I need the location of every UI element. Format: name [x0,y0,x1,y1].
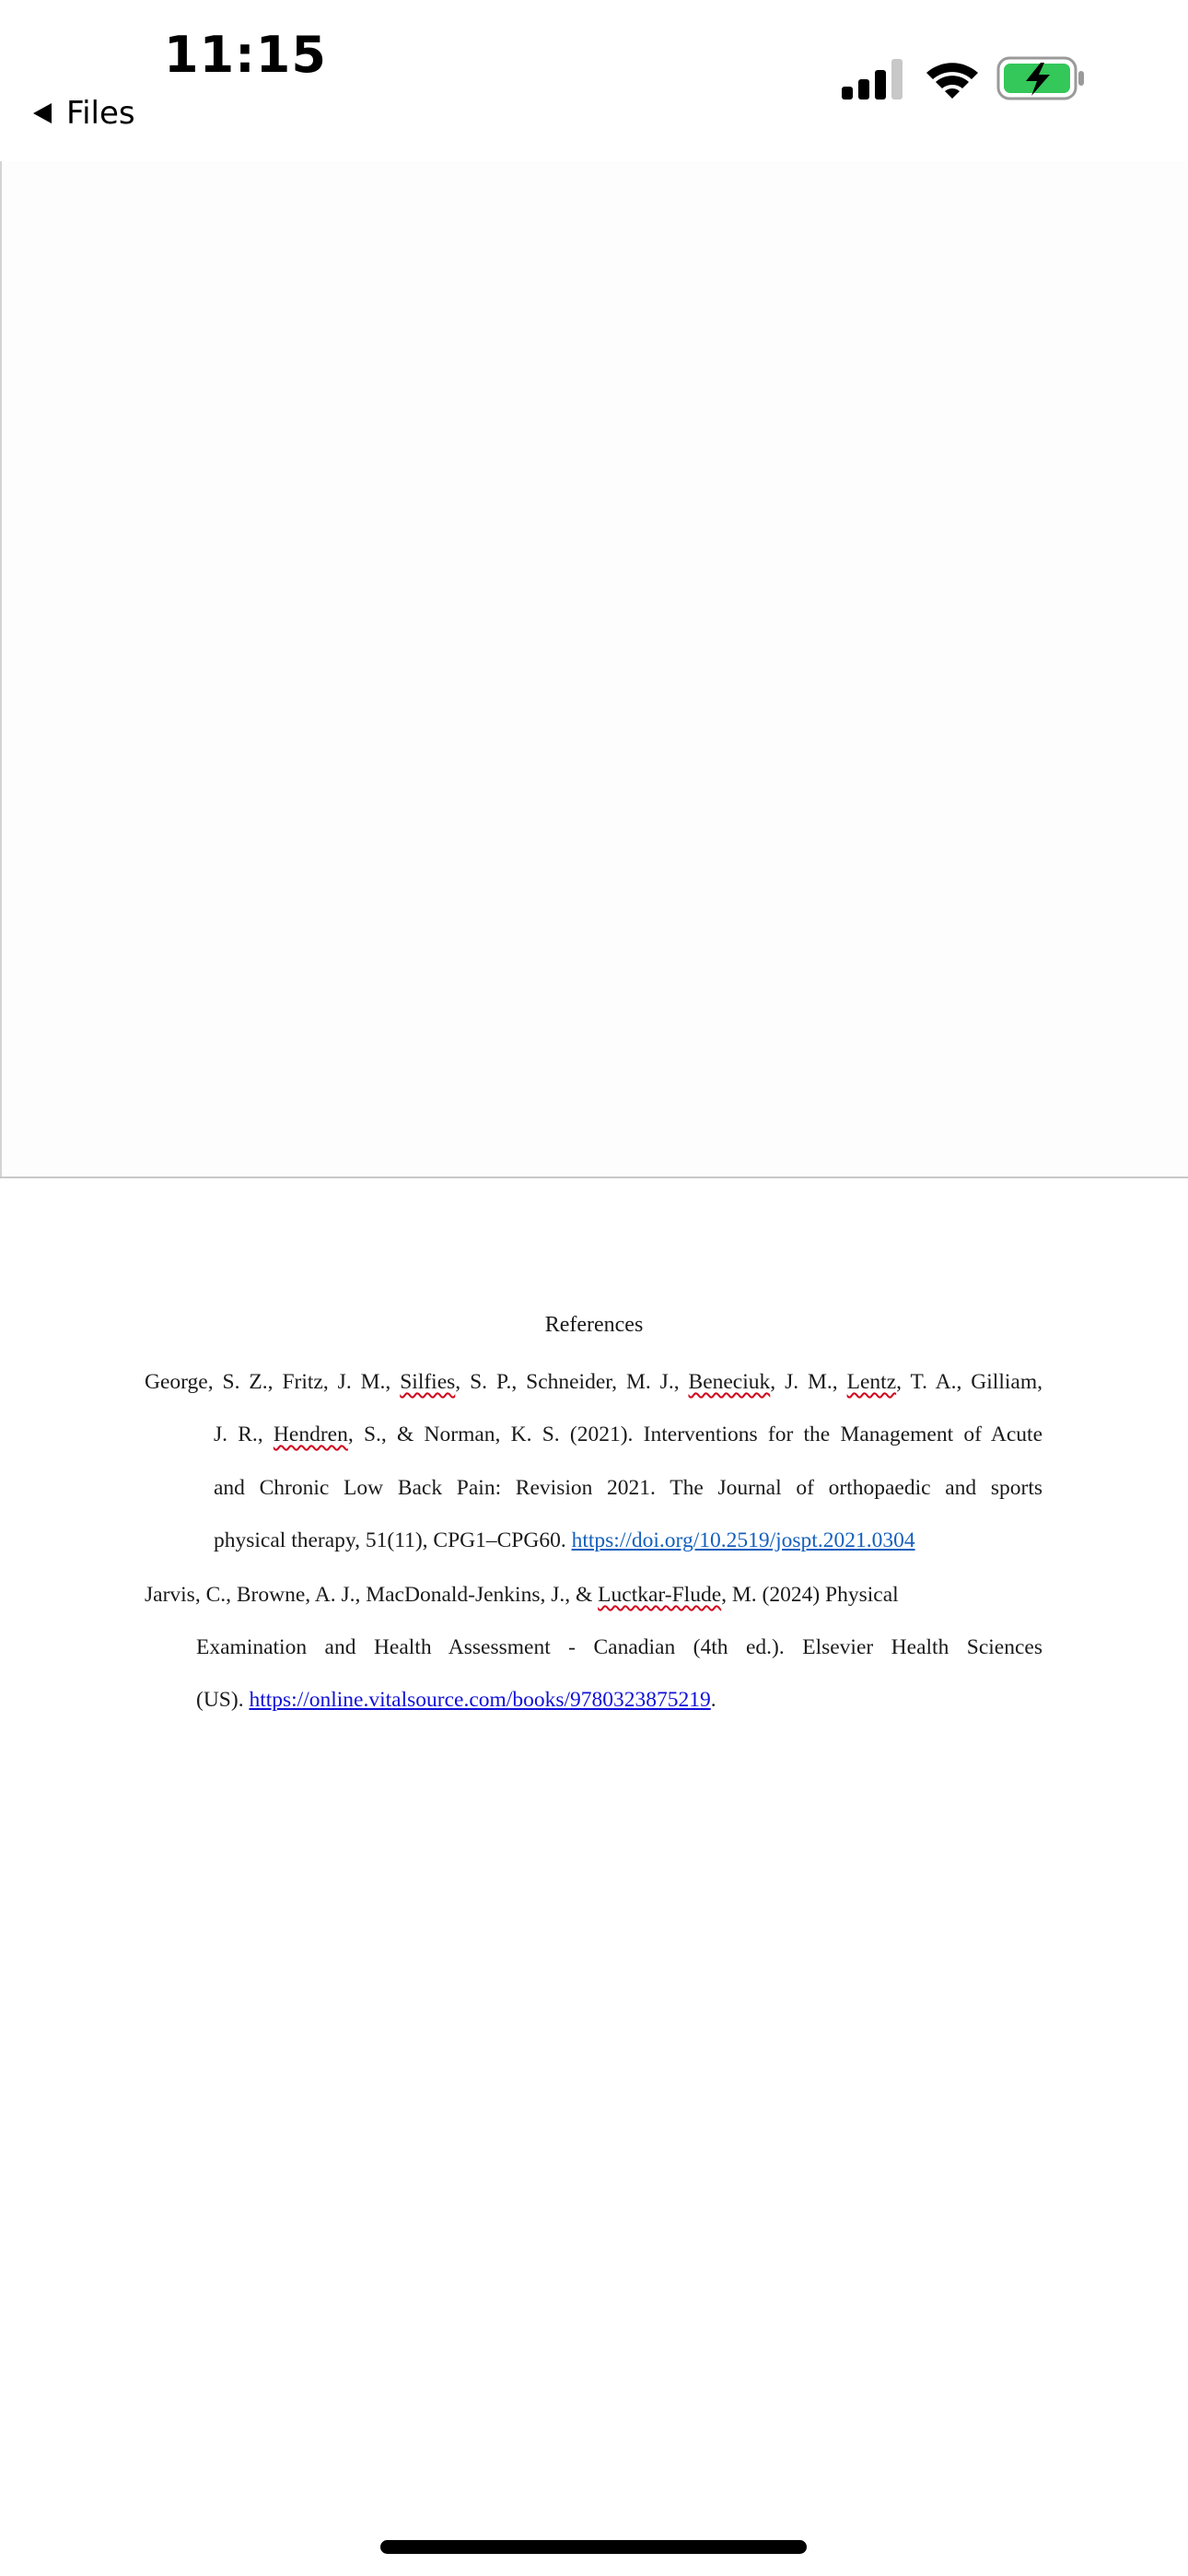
reference-1-line-1 [145,1367,1042,1397]
status-time: 11:15 [164,26,327,84]
ref1-text: , S. P., Schneider, M. J., [455,1370,689,1394]
spellcheck-word: Luctkar-Flude [598,1583,722,1607]
home-indicator[interactable] [380,2540,807,2554]
ref2-text: (US). [196,1688,250,1712]
spellcheck-word: Lentz [846,1370,897,1394]
ref1-text: , J. M., [770,1370,847,1394]
ref2-text: Jarvis, C., Browne, A. J., MacDonald-Jenkins, J., & [145,1583,599,1607]
reference-2-line-3 [196,1685,716,1715]
reference-1-line-3: and Chronic Low Back Pain: Revision 2021. The Journal of orthopaedic and sports [214,1476,1042,1500]
back-triangle-icon [33,103,52,123]
ref1-text: physical therapy, 51(11), CPG1–CPG60. [214,1528,572,1552]
back-to-files-button[interactable] [33,92,135,135]
doi-link[interactable]: https://doi.org/10.2519/jospt.2021.0304 [571,1528,915,1552]
reference-1-line-2 [214,1420,1042,1449]
ref1-text: , S., & Norman, K. S. (2021). Interventions for the Management of Acute [347,1423,1042,1446]
ref2-text: . [710,1688,716,1712]
battery-charging-icon [996,55,1087,101]
ref2-text: , M. (2024) Physical [721,1583,899,1607]
reference-1-line-4 [214,1526,915,1555]
reference-2-line-2: Examination and Health Assessment - Canadian (4th ed.). Elsevier Health Sciences [196,1635,1042,1659]
spellcheck-word: Beneciuk [688,1370,771,1394]
reference-2-line-1 [145,1580,899,1610]
ref1-text: , T. A., Gilliam, [896,1370,1042,1394]
ref1-text: George, S. Z., Fritz, J. M., [145,1370,401,1394]
spellcheck-word: Hendren [273,1423,348,1446]
references-heading: References [544,1313,644,1337]
spellcheck-word: Silfies [400,1370,456,1394]
back-label: Files [66,95,135,132]
wifi-icon [923,57,982,101]
status-bar [0,0,1188,161]
vitalsource-link[interactable]: https://online.vitalsource.com/books/9780323875219 [249,1688,711,1712]
ref1-text: J. R., [214,1423,274,1446]
cellular-signal-icon [842,59,906,100]
